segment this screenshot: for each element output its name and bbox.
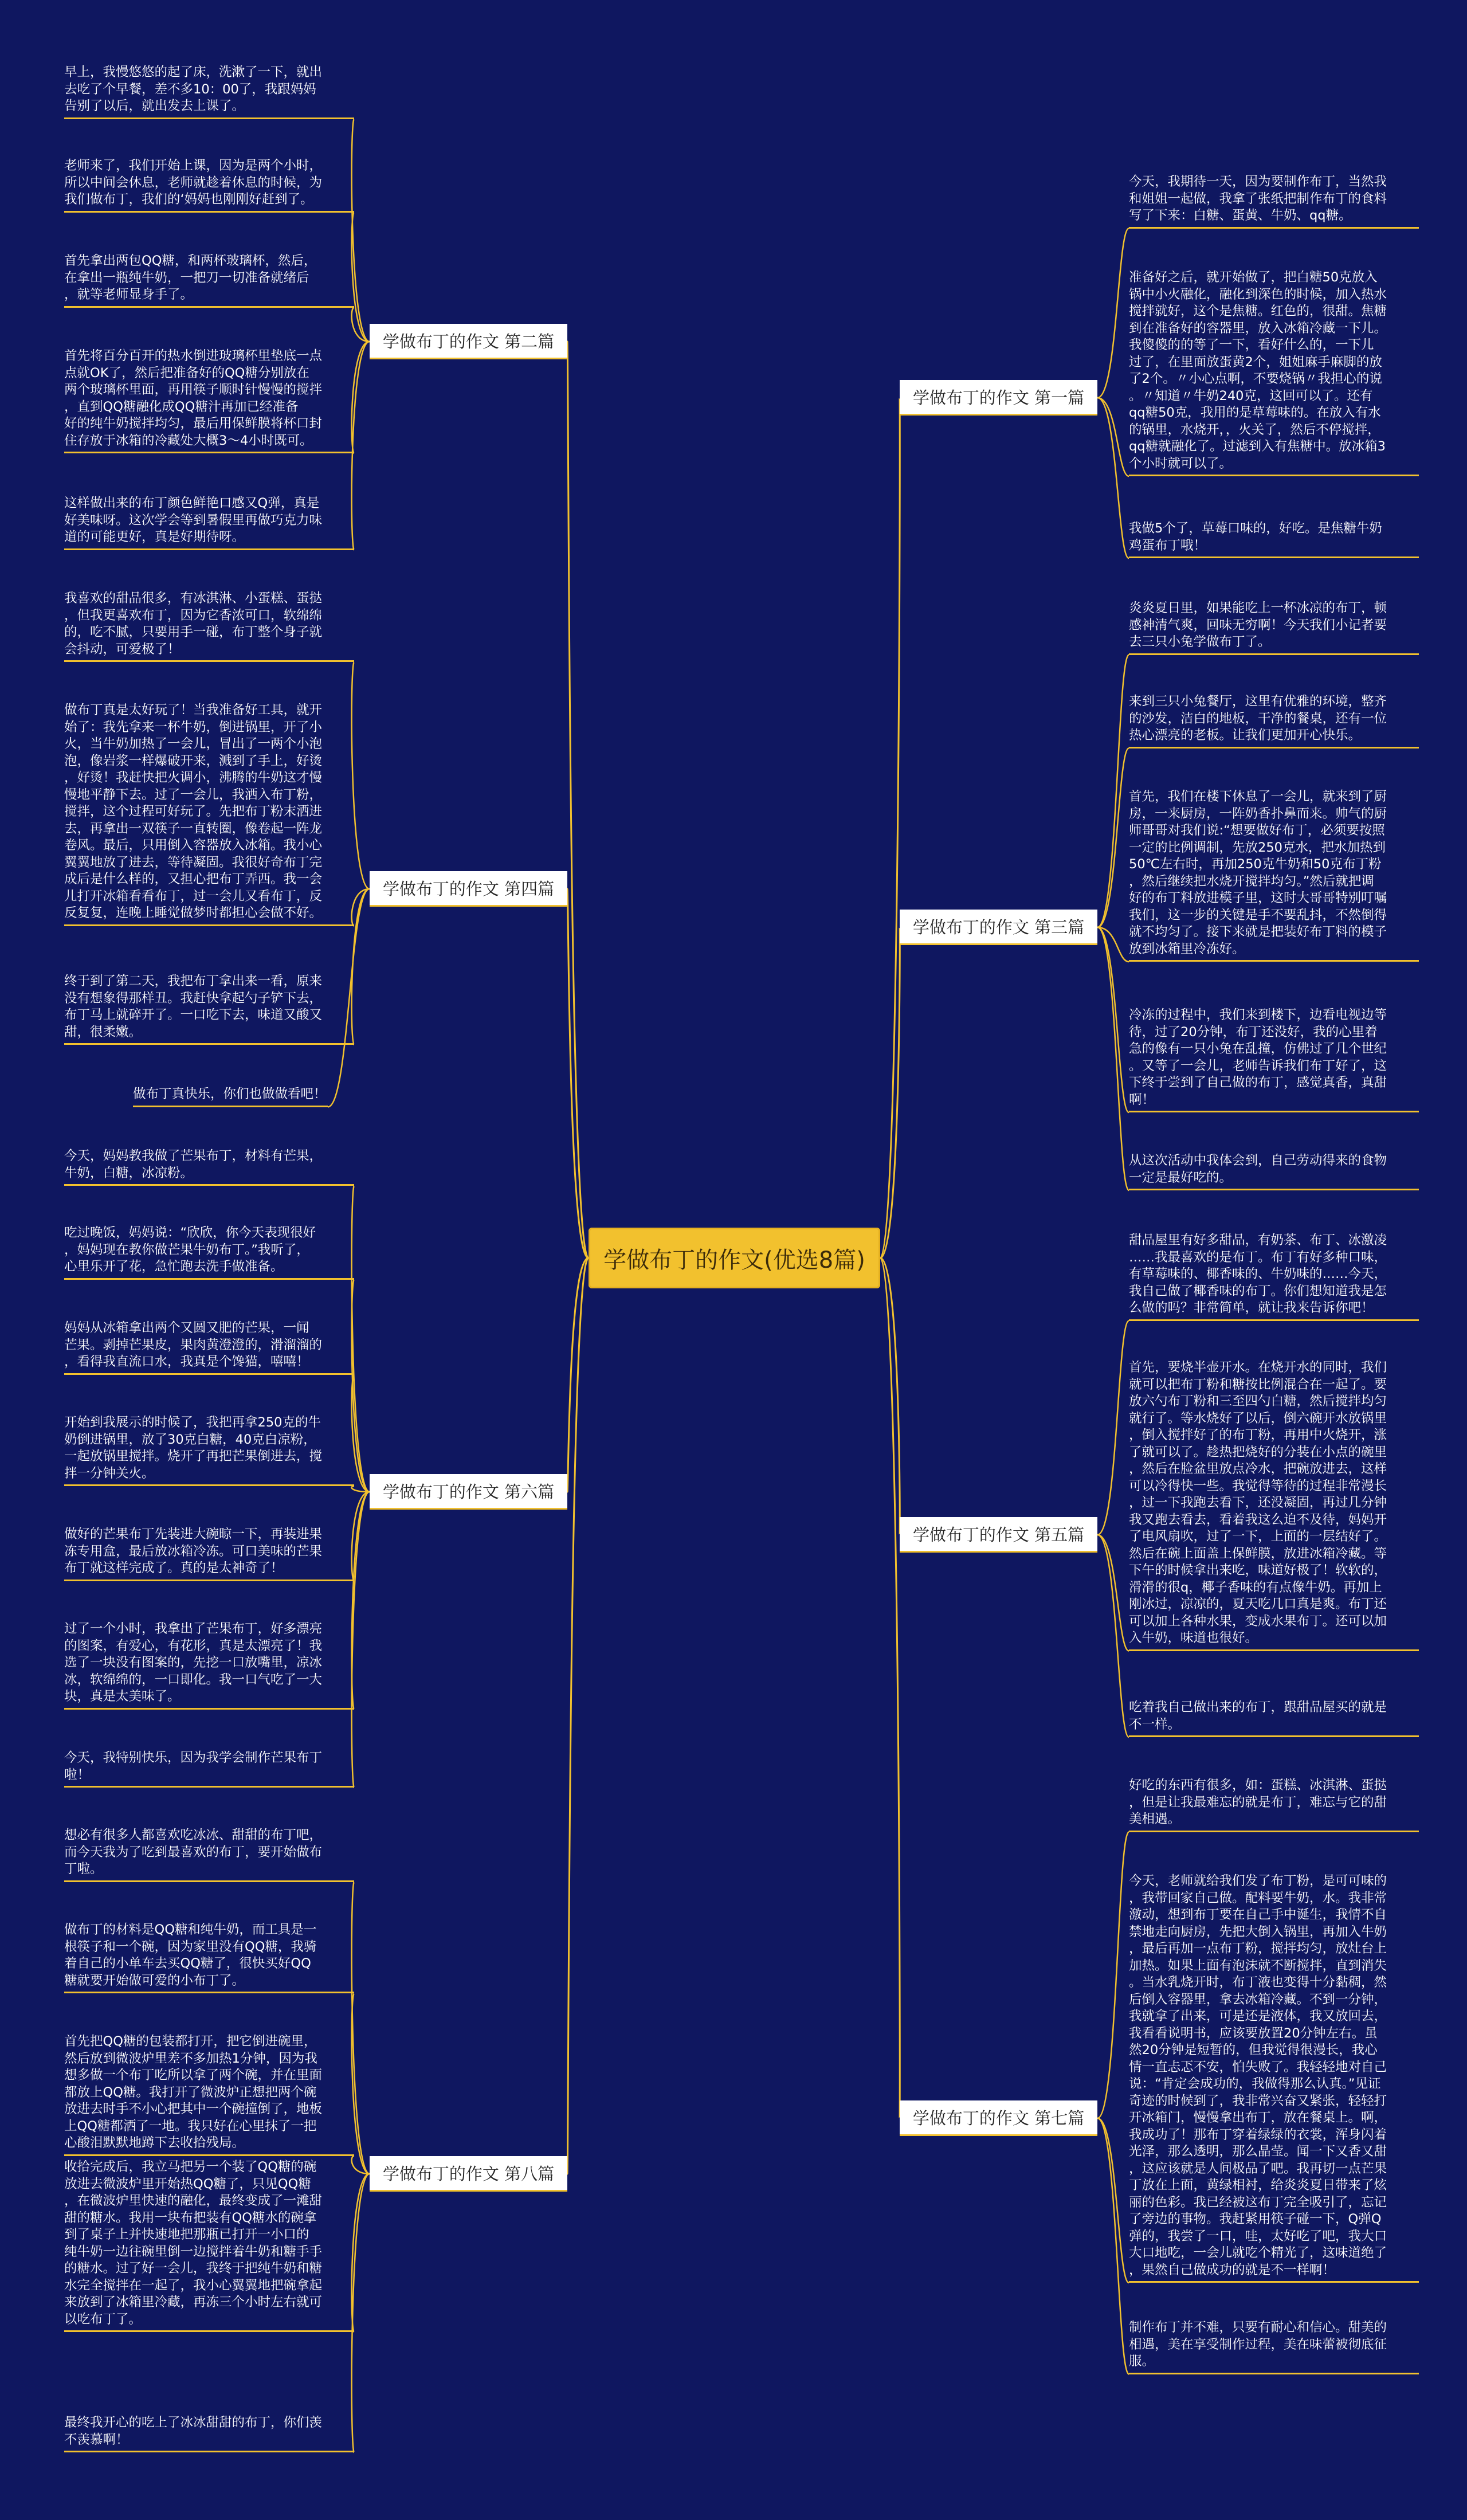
connector [352,889,370,1045]
connector [352,662,370,889]
connector [352,1492,370,1788]
connector [1097,927,1129,1190]
connector [1097,1321,1129,1535]
connector [1097,655,1129,928]
leaf-text: 最终我开心的吃上了冰冰甜甜的布丁，你们羡 不羡慕啊！ [64,2415,354,2448]
connector [352,1882,370,2174]
leaf-text: 这样做出来的布丁颜色鲜艳口感又Q弹，真是 好美味呀。这次学会等到暑假里再做巧克力味 道的可能更好，真是好期待呀。 [64,495,354,546]
leaf-text: 过了一个小时，我拿出了芒果布丁，好多漂亮 的图案，有爱心，有花形，真是太漂亮了！我 选了一块没有图案的，先挖一口放嘴里，凉冰 冰，软绵绵的，一口即化。我一口气吃了一大 块，真是太美味了。 [64,1621,354,1706]
leaf-text: 吃着我自己做出来的布丁，跟甜品屋买的就是 不一样。 [1129,1699,1419,1733]
leaf-text: 老师来了，我们开始上课，因为是两个小时， 所以中间会休息，老师就趁着休息的时候，为 我们做布丁，我们的‘妈妈也刚刚好赶到了。 [64,158,354,209]
branch-essay-7[interactable]: 学做布丁的作文 第七篇 [900,2100,1097,2136]
leaf-text: 今天，老师就给我们发了布丁粉，是可可味的 ，我带回家自己做。配料要牛奶，水。我非常 激动，想到布丁要在自己手中诞生，我情不自 禁地走向厨房，先把大倒入锅里，再加入牛奶 ，最后再加一点布丁粉，搅拌均匀，放灶台上 加热。如果上面有泡沫就不断搅拌，直到消失 。当水乳烧开时，布丁液也变得十分黏稠，然 后倒入容器里，拿去冰箱冷藏。不到一分钟， 我就拿了出来，可是还是液体，我又放回去， 我看看说明书，应该要放置20分钟左右。虽 然20分钟是短暂的，但我觉得很漫长，我心 情一直忐忑不安，怕失败了。我轻轻地对自己 说：“肯定会成功的，我做得那么认真。”见证 奇迹的时候到了，我非常兴奋又紧张，轻轻打 开冰箱门，慢慢拿出布丁，放在餐桌上。啊， 我成功了！那布丁穿着绿绿的衣裳，浑身闪着 光泽，那么透明，那么晶莹。闻一下又香又甜 ，这应该就是人间极品了吧。我再切一点芒果 丁放在上面，黄绿相衬，给炎炎夏日带来了炫 丽的色彩。我已经被这布丁完全吸引了，忘记 了旁边的事物。我赶紧用筷子碰一下，Q弹Q 弹的，我尝了一口，哇，太好吃了吧，我大口 大口地吃，一会儿就吃个精光了，这味道绝了 ，果然自己做成功的就是不一样啊！ [1129,1873,1419,2279]
leaf-text: 甜品屋里有好多甜品，有奶茶、布丁、冰激凌 ……我最喜欢的是布丁。布丁有好多种口味， 有草莓味的、椰香味的、牛奶味的……今天， 我自己做了椰香味的布丁。你们想知道我是怎 么做的吗？非常简单，就让我来告诉你吧！ [1129,1232,1419,1317]
leaf-text: 首先，要烧半壶开水。在烧开水的同时，我们 就可以把布丁粉和糖按比例混合在一起了。要 放六勺布丁粉和三至四勺白糖，然后搅拌均匀 就行了。等水烧好了以后，倒六碗开水放锅里 ，倒入搅拌好了的布丁粉，再用中火烧开，涨 了就可以了。趁热把烧好的分装在小点的碗里 ，然后在脸盆里放点冷水，把碗放进去，这样 可以冷得快一些。我觉得等待的过程非常漫长 ，过一下我跑去看下，还没凝固，再过几分钟 我又跑去看去，看着我这么迫不及待，妈妈开 了电风扇吹，过了一下，上面的一层结好了。 然后在碗上面盖上保鲜膜，放进冰箱冷藏。等 下午的时候拿出来吃，味道好极了！软软的， 滑滑的很q，椰子香味的有点像牛奶。再加上 刚冰过，凉凉的，夏天吃几口真是爽。布丁还 可以加上各种水果，变成水果布丁。还可以加 入牛奶，味道也很好。 [1129,1359,1419,1647]
leaf-text: 妈妈从冰箱拿出两个又圆又肥的芒果，一闻 芒果。剥掉芒果皮，果肉黄澄澄的，滑溜溜的 ，看得我直流口水，我真是个馋猫，嘻嘻！ [64,1320,354,1371]
leaf-text: 收拾完成后，我立马把另一个装了QQ糖的碗 放进去微波炉里开始热QQ糖了，只见QQ糖 ，在微波炉里快速的融化，最终变成了一滩甜 甜的糖水。我用一块布把装有QQ糖水的碗拿 到了桌子上并快速地把那瓶已打开一小口的 纯牛奶一边往碗里倒一边搅拌着牛奶和糖手手 的糖水。过了好一会儿，我终于把纯牛奶和糖 水完全搅拌在一起了，我小心翼翼地把碗拿起 来放到了冰箱里冷藏，再冻三个小时左右就可 以吃布丁了。 [64,2159,354,2328]
leaf-text: 早上，我慢悠悠的起了床，洗漱了一下，就出 去吃了个早餐，差不多10：00了，我跟妈妈 告别了以后，就出发去上课了。 [64,64,354,115]
connector [567,889,589,1258]
leaf-text: 我做5个了，草莓口味的，好吃。是焦糖牛奶 鸡蛋布丁哦！ [1129,520,1419,554]
connector [1097,398,1129,476]
connector [352,119,370,342]
leaf-text: 开始到我展示的时候了，我把再拿250克的牛 奶倒进锅里，放了30克白糖，40克白凉粉， 一起放锅里搅拌。烧开了再把芒果倒进去，搅 拌一分钟关火。 [64,1414,354,1482]
leaf-text: 炎炎夏日里，如果能吃上一杯冰凉的布丁，顿 感神清气爽，回味无穷啊！今天我们小记者要 去三只小兔学做布丁了。 [1129,600,1419,651]
leaf-text: 终于到了第二天，我把布丁拿出来一看，原来 没有想象得那样丑。我赶快拿起勺子铲下去， 布丁马上就碎开了。一口吃下去，味道又酸又 甜，很柔嫩。 [64,973,354,1041]
connector [1097,1832,1129,2119]
leaf-text: 做布丁真是太好玩了！当我准备好工具，就开 始了：我先拿来一杯牛奶，倒进锅里，开了小 火，当牛奶加热了一会儿，冒出了一两个小泡 泡，像岩浆一样爆破开来，溅到了手上，好烫 ，好烫！我赶快把火调小，沸腾的牛奶这才慢 慢地平静下去。过了一会儿，我洒入布丁粉， 搅拌，这个过程可好玩了。先把布丁粉末洒进 去，再拿出一双筷子一直转圈，像卷起一阵龙 卷风。最后，只用倒入容器放入冰箱。我小心 翼翼地放了进去，等待凝固。我很好奇布丁完 成后是什么样的，又担心把布丁弄西。我一会 儿打开冰箱看看布丁，过一会儿又看布丁，反 反复复，连晚上睡觉做梦时都担心会做不好。 [64,702,354,922]
leaf-text: 好吃的东西有很多，如：蛋糕、冰淇淋、蛋挞 ，但是让我最难忘的就是布丁，难忘与它的甜 美相遇。 [1129,1777,1419,1828]
leaf-text: 从这次活动中我体会到，自己劳动得来的食物 一定是最好吃的。 [1129,1153,1419,1186]
leaf-text: 首先把QQ糖的包装都打开，把它倒进碗里， 然后放到微波炉里差不多加热1分钟，因为我 想多做一个布丁吃所以拿了两个碗，并在里面 都放上QQ糖。我打开了微波炉正想把两个碗 放进去时手不小心把其中一个碗撞倒了，地板 上QQ糖都洒了一地。我只好在心里抹了一把 心酸泪默默地蹲下去收拾残局。 [64,2033,354,2152]
leaf-text: 今天，我期待一天，因为要制作布丁，当然我 和姐姐一起做，我拿了张纸把制作布丁的食料 写了下来：白糖、蛋黄、牛奶、qq糖。 [1129,174,1419,225]
connector [352,2174,370,2452]
branch-essay-1[interactable]: 学做布丁的作文 第一篇 [900,380,1097,416]
leaf-text: 首先将百分百开的热水倒进玻璃杯里垫底一点 点就OK了，然后把准备好的QQ糖分别放在 两个玻璃杯里面，再用筷子顺时针慢慢的搅拌 ，直到QQ糖融化成QQ糖汁再加已经准备 好的纯牛奶搅拌均匀，最后用保鲜膜将杯口封 住存放于冰箱的冷藏处大概3～4小时既可。 [64,348,354,449]
leaf-text: 来到三只小兔餐厅，这里有优雅的环境，整齐 的沙发，洁白的地板，干净的餐桌，还有一位 热心漂亮的老板。让我们更加开心快乐。 [1129,693,1419,744]
branch-essay-2[interactable]: 学做布丁的作文 第二篇 [370,324,567,359]
connector [1097,229,1129,398]
branch-essay-3[interactable]: 学做布丁的作文 第三篇 [900,910,1097,945]
leaf-text: 我喜欢的甜品很多，有冰淇淋、小蛋糕、蛋挞 ，但我更喜欢布丁，因为它香浓可口，软绵绵 的，吃不腻，只要用手一碰，布丁整个身子就 会抖动，可爱极了！ [64,590,354,658]
branch-essay-8[interactable]: 学做布丁的作文 第八篇 [370,2156,567,2192]
connector [352,342,370,550]
branch-essay-5[interactable]: 学做布丁的作文 第五篇 [900,1517,1097,1553]
leaf-text: 首先，我们在楼下休息了一会儿，就来到了厨 房，一来厨房，一阵奶香扑鼻而来。帅气的厨 师哥哥对我们说:“想要做好布丁，必须要按照 一定的比例调制，先放250克水，把水加热到 50℃左右时，再加250克牛奶和50克布丁粉 ，然后继续把水烧开搅拌均匀。”然后就把调 好的布丁料放进模子里，这时大哥哥特别叮嘱 我们，这一步的关键是手不要乱抖，不然倒得 就不均匀了。接下来就是把装好布丁料的模子 放到冰箱里冷冻好。 [1129,789,1419,958]
leaf-text: 制作布丁并不难，只要有耐心和信心。甜美的 相遇，美在享受制作过程，美在味蕾被彻底征 服。 [1129,2319,1419,2370]
branch-essay-6[interactable]: 学做布丁的作文 第六篇 [370,1474,567,1510]
connector [880,1258,900,1535]
root-topic[interactable]: 学做布丁的作文(优选8篇) [589,1228,880,1288]
connector [880,927,900,1258]
connector [567,342,589,1258]
leaf-text: 吃过晚饭，妈妈说：“欣欣，你今天表现很好 ，妈妈现在教你做芒果牛奶布丁。”我听了， 心里乐开了花，急忙跑去洗手做准备。 [64,1225,354,1276]
leaf-text: 今天，妈妈教我做了芒果布丁，材料有芒果， 牛奶，白糖，冰凉粉。 [64,1148,354,1182]
connector [1097,1535,1129,1737]
leaf-text: 想必有很多人都喜欢吃冰冰、甜甜的布丁吧， 而今天我为了吃到最喜欢的布丁，要开始做布 丁啦。 [64,1827,354,1878]
leaf-text: 准备好之后，就开始做了，把白糖50克放入 锅中小火融化，融化到深色的时候，加入热水 搅拌就好，这个是焦糖。红色的，很甜。焦糖 到在准备好的容器里，放入冰箱冷藏一下儿。 我傻傻的的等了一下，看好什么的，一下儿 过了，在里面放蛋黄2个，姐姐麻手麻脚的放 了2个。〃小心点啊，不要烧锅〃我担心的说 。〃知道〃牛奶240克，这回可以了。还有 qq糖50克，我用的是草莓味的。在放入有水 的锅里，水烧开，，火关了，然后不停搅拌， qq糖就融化了。过滤到入有焦糖中。放冰箱3 个小时就可以了。 [1129,269,1419,472]
leaf-text: 冷冻的过程中，我们来到楼下，边看电视边等 待，过了20分钟，布丁还没好，我的心里着 急的像有一只小兔在乱撞，仿佛过了几个世纪 。又等了一会儿，老师告诉我们布丁好了，这 下终于尝到了自己做的布丁，感觉真香，真甜 啊！ [1129,1007,1419,1108]
branch-essay-4[interactable]: 学做布丁的作文 第四篇 [370,871,567,907]
leaf-text: 首先拿出两包QQ糖，和两杯玻璃杯，然后， 在拿出一瓶纯牛奶，一把刀一切准备就绪后 ，就等老师显身手了。 [64,253,354,304]
leaf-text: 做好的芒果布丁先装进大碗晾一下，再装进果 冻专用盒，最后放冰箱冷冻。可口美味的芒果 布丁就这样完成了。真的是太神奇了！ [64,1526,354,1577]
leaf-text: 做布丁真快乐，你们也做做看吧！ [133,1086,328,1103]
leaf-text: 今天，我特别快乐，因为我学会制作芒果布丁 啦！ [64,1750,354,1784]
leaf-text: 做布丁的材料是QQ糖和纯牛奶，而工具是一 根筷子和一个碗，因为家里没有QQ糖，我骑 着自己的小单车去买QQ糖了，很快买好QQ 糖就要开始做可爱的小布丁了。 [64,1922,354,1989]
connector [1097,2118,1129,2374]
